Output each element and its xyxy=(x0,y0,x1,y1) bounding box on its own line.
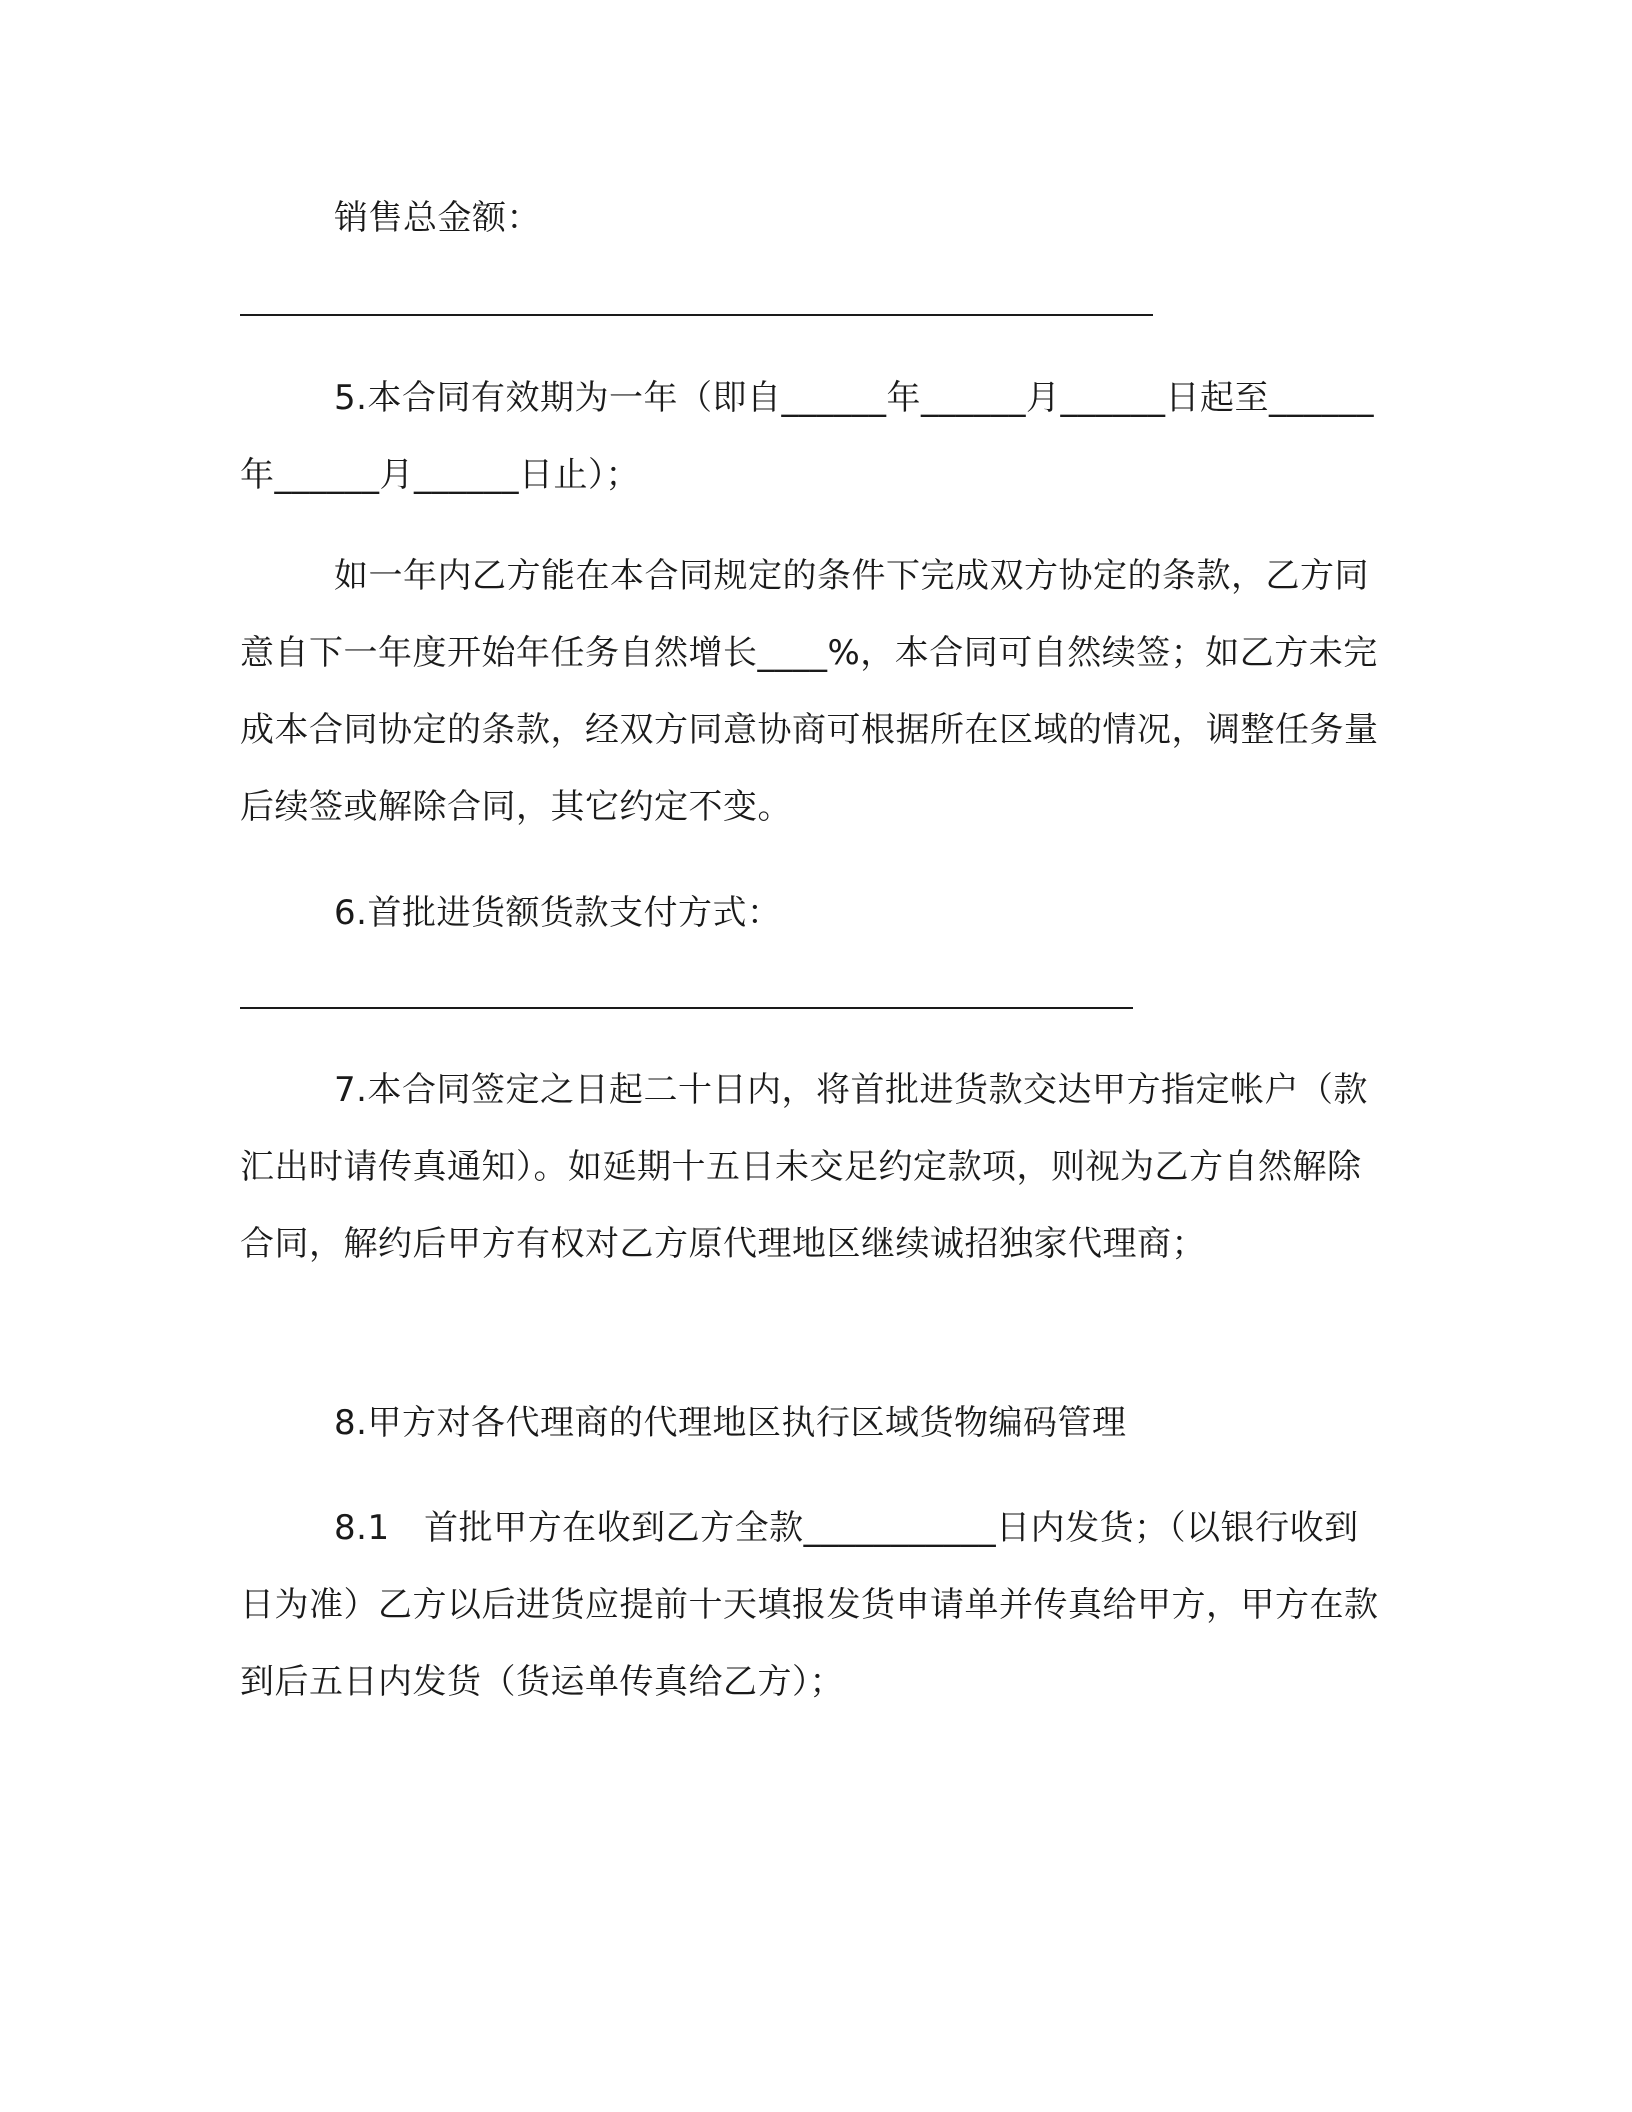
sales-total-label: 销售总金额： xyxy=(334,198,541,238)
clause-6: 6.首批进货额货款支付方式： xyxy=(334,893,782,933)
clause-5-detail: 如一年内乙方能在本合同规定的条件下完成双方协定的条款，乙方同意自下一年度开始年任务自然增长____%，本合同可自然续签；如乙方未完成本合同协定的条款，经双方同意协商可根据所在区域的情况，调整任务量后续签或解除合同，其它约定不变。 xyxy=(240,556,1379,827)
clause-7: 7.本合同签定之日起二十日内，将首批进货款交达甲方指定帐户（款汇出时请传真通知）。如延期十五日未交足约定款项，则视为乙方自然解除合同，解约后甲方有权对乙方原代理地区继续诚招独家代理商； xyxy=(240,1070,1368,1264)
clause-5: 5.本合同有效期为一年（即自______年______月______日起至______年______月______日止）； xyxy=(240,378,1374,495)
payment-method-blank-line xyxy=(240,1007,1133,1009)
clause-8-1: 8.1 首批甲方在收到乙方全款___________日内发货；（以银行收到日为准）乙方以后进货应提前十天填报发货申请单并传真给甲方，甲方在款到后五日内发货（货运单传真给乙方）； xyxy=(240,1508,1379,1702)
clause-8: 8.甲方对各代理商的代理地区执行区域货物编码管理 xyxy=(334,1403,1127,1443)
sales-total-blank-line xyxy=(240,314,1153,316)
